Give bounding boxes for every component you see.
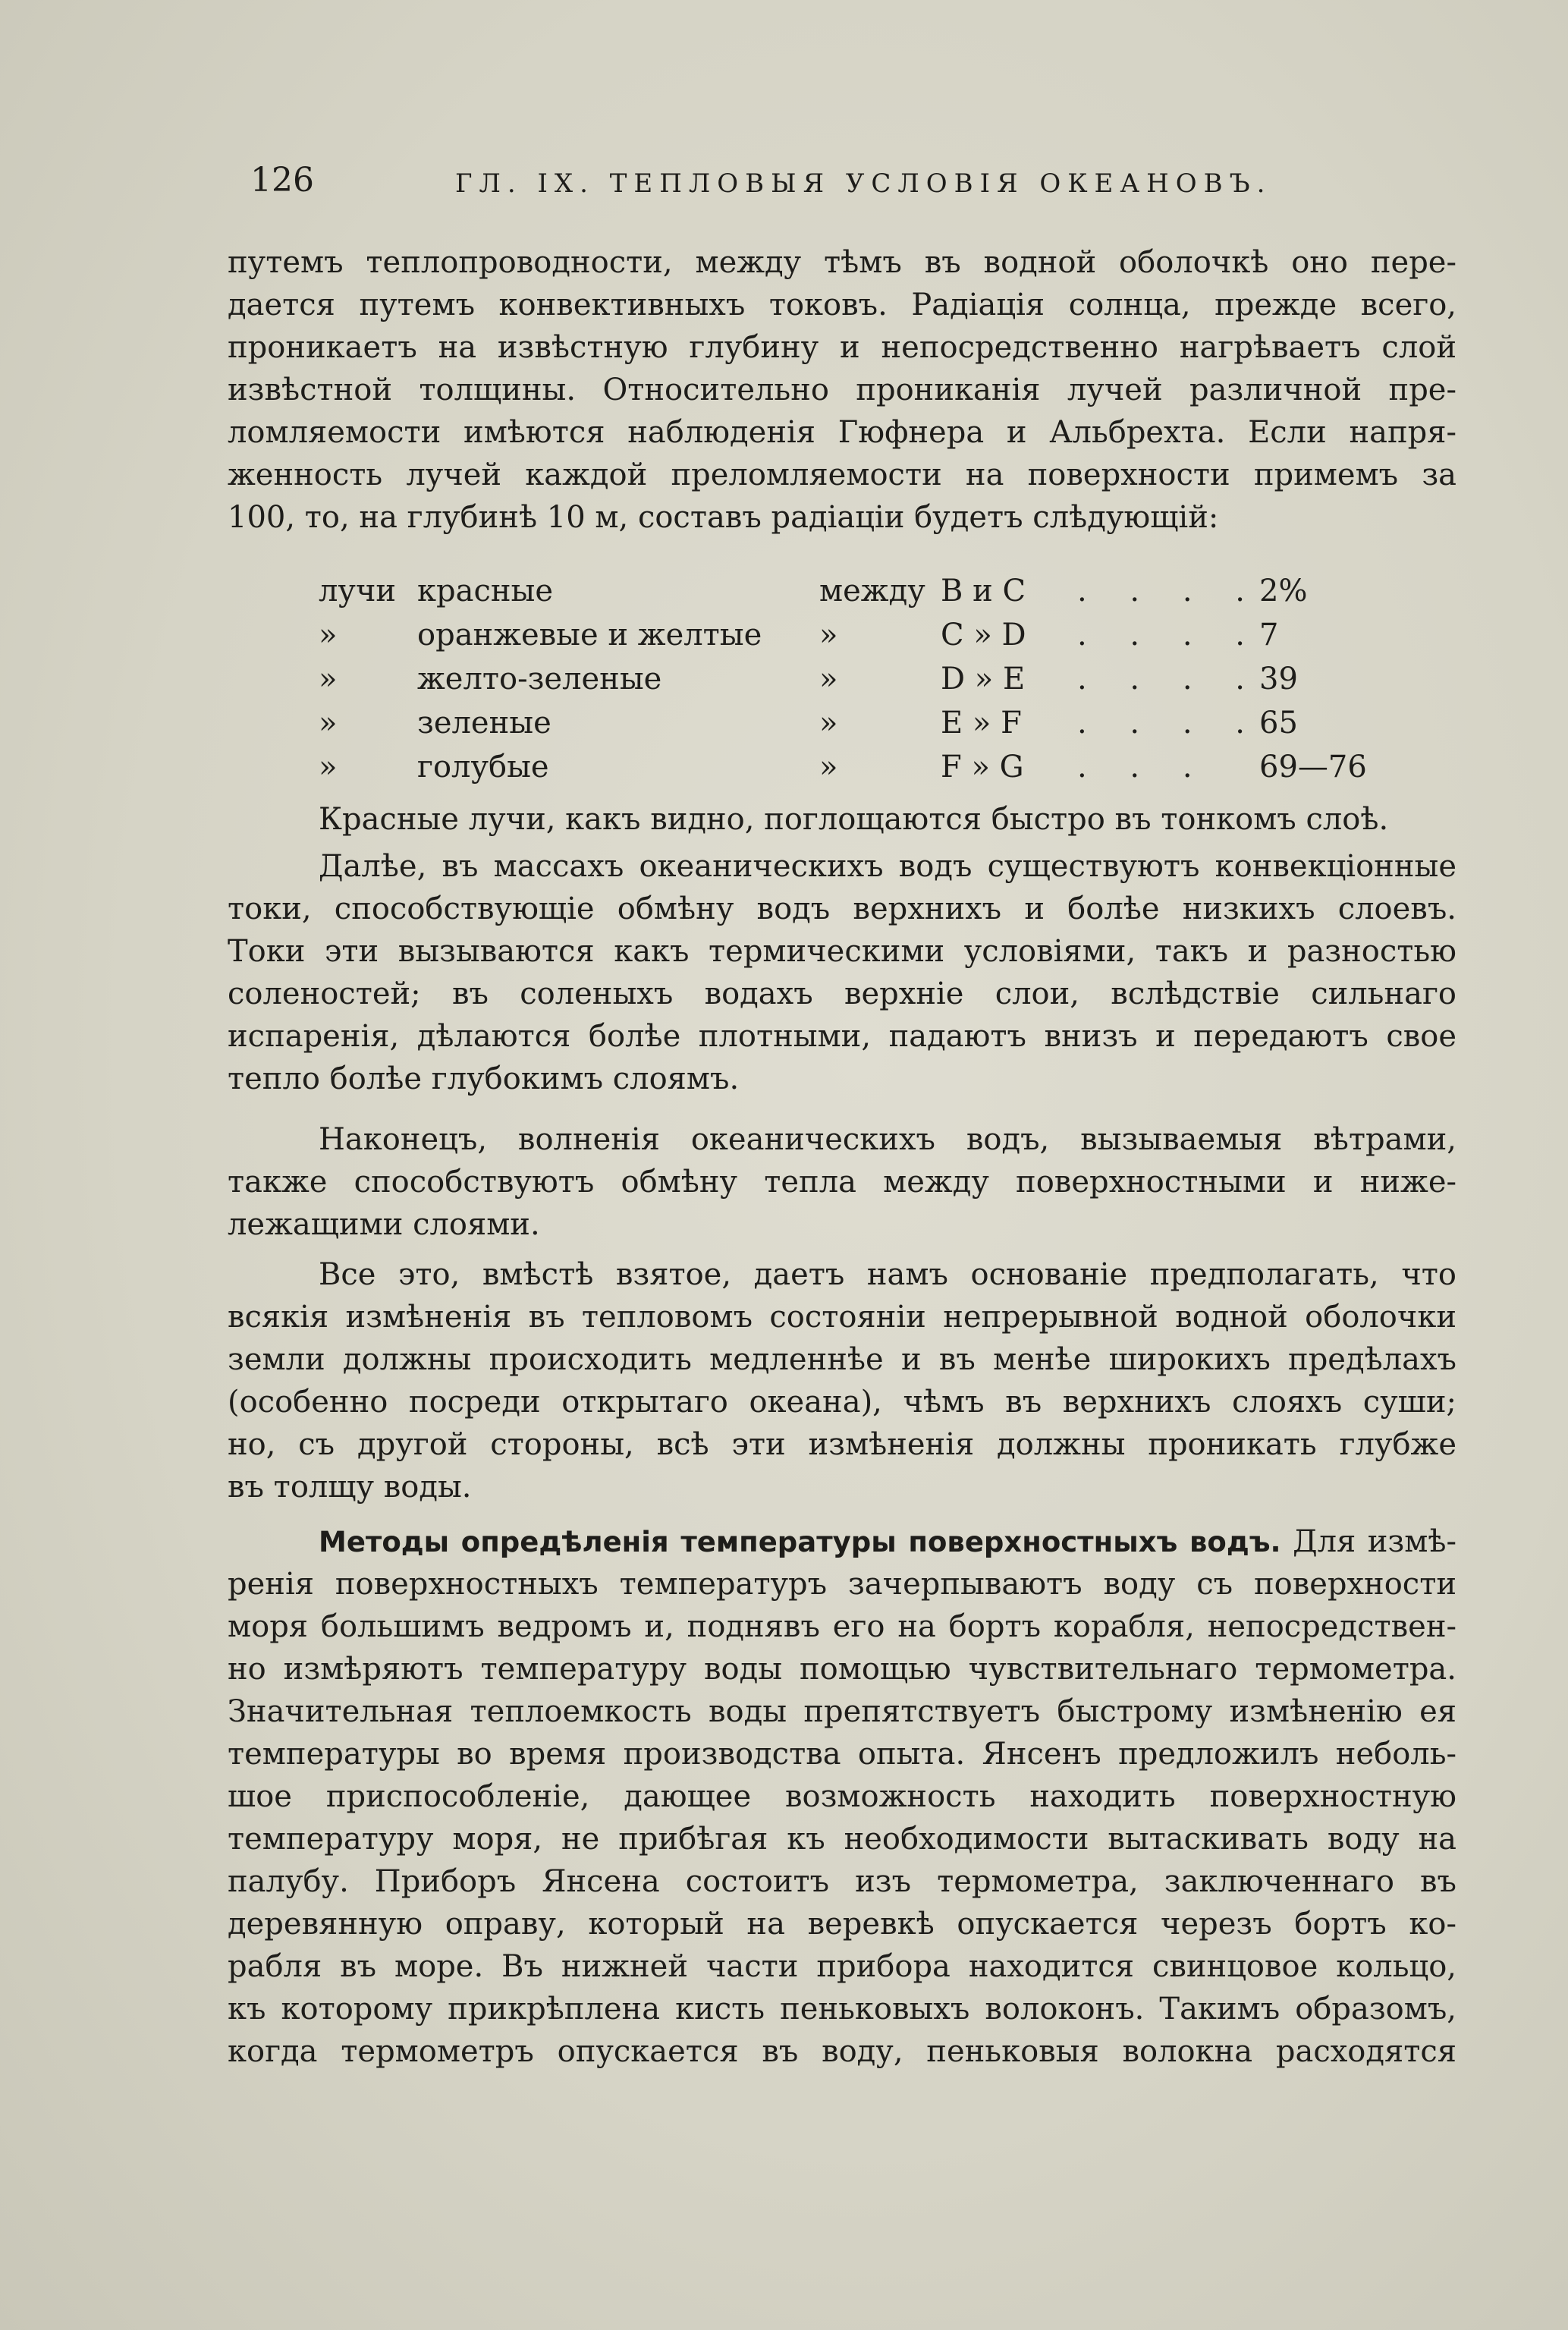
text-line: Все это, вмѣстѣ взятое, даетъ намъ основаніе предполагать, что <box>319 1257 1456 1292</box>
text-line: проникаетъ на извѣстную глубину и непосредственно нагрѣваетъ слой <box>228 330 1456 365</box>
text-line: ломляемости имѣются наблюденія Гюфнера и Альбрехта. Если напря- <box>228 415 1456 450</box>
ray-color: оранжевые и желтые <box>417 618 762 652</box>
paragraph-3 <box>228 845 1456 1100</box>
page-number: 126 <box>250 161 314 200</box>
paragraph-4 <box>228 1118 1456 1246</box>
text-line: (особенно посреди открытаго океана), чѣмъ въ верхнихъ слояхъ суши; <box>228 1385 1456 1420</box>
spectrum-row <box>319 701 1396 745</box>
text-line: въ толщу воды. <box>228 1470 472 1505</box>
text-line: когда термометръ опускается въ воду, пеньковыя волокна расходятся <box>228 2034 1456 2069</box>
paragraph-6 <box>228 1520 1456 2073</box>
spectrum-row <box>319 613 1396 657</box>
section-heading: Методы опредѣленія температуры поверхностныхъ водъ. <box>319 1526 1281 1558</box>
text-line: соленостей; въ соленыхъ водахъ верхніе слои, вслѣдствіе сильнаго <box>228 976 1456 1011</box>
text-line: всякія измѣненія въ тепловомъ состояніи непрерывной водной оболочки <box>228 1300 1456 1335</box>
text-line: Далѣе, въ массахъ океаническихъ водъ существуютъ конвекціонные <box>319 849 1456 884</box>
line-range: F » G <box>941 750 1024 785</box>
text-line: деревянную оправу, который на веревкѣ опускается черезъ бортъ ко- <box>228 1907 1456 1942</box>
spectrum-table <box>319 569 1396 789</box>
text-line: но измѣряютъ температуру воды помощью чувствительнаго термометра. <box>228 1652 1456 1687</box>
paragraph-5 <box>228 1253 1456 1508</box>
between-label: » <box>819 706 838 741</box>
text-line: моря большимъ ведромъ и, поднявъ его на бортъ корабля, непосредствен- <box>228 1609 1456 1644</box>
ray-color: красные <box>417 574 554 608</box>
text-line: но, съ другой стороны, всѣ эти измѣненія должны проникать глубже <box>228 1427 1456 1462</box>
text-line: шое приспособленіе, дающее возможность находить поверхностную <box>228 1779 1456 1814</box>
text-line: ренія поверхностныхъ температуръ зачерпываютъ воду съ поверхности <box>228 1567 1456 1602</box>
text-line: рабля въ море. Въ нижней части прибора находится свинцовое кольцо, <box>228 1949 1456 1984</box>
text-line: испаренія, дѣлаются болѣе плотными, падаютъ внизъ и передаютъ свое <box>228 1019 1456 1054</box>
running-head: ГЛ. IX. ТЕПЛОВЫЯ УСЛОВІЯ ОКЕАНОВЪ. <box>455 168 1272 199</box>
text-line <box>228 1520 1456 1563</box>
text-line: 100, то, на глубинѣ 10 м, составъ радіаціи будетъ слѣдующій: <box>228 500 1219 535</box>
text-line: путемъ теплопроводности, между тѣмъ въ водной оболочкѣ оно пере- <box>228 245 1456 280</box>
text-line: женность лучей каждой преломляемости на поверхности примемъ за <box>228 458 1456 492</box>
paragraph-2 <box>228 798 1456 841</box>
percent-value: 39 <box>1259 662 1298 696</box>
leader-dots: . . . . <box>1077 618 1262 652</box>
leader-dots: . . . . <box>1077 662 1262 696</box>
text-line: палубу. Приборъ Янсена состоитъ изъ термометра, заключеннаго въ <box>228 1864 1456 1899</box>
row-prefix: лучи <box>319 574 397 608</box>
between-label: » <box>819 750 838 785</box>
page-header <box>228 161 1320 206</box>
between-label: » <box>819 662 838 696</box>
line-range: D » E <box>941 662 1026 696</box>
percent-value: 2% <box>1259 574 1308 608</box>
text-line: температуру моря, не прибѣгая къ необходимости вытаскивать воду на <box>228 1822 1456 1857</box>
between-label: между <box>819 574 925 608</box>
leader-dots: . . . . <box>1077 706 1262 741</box>
text-line: Красные лучи, какъ видно, поглощаются быстро въ тонкомъ слоѣ. <box>319 802 1389 837</box>
text-line: тепло болѣе глубокимъ слоямъ. <box>228 1061 740 1096</box>
text-line: также способствуютъ обмѣну тепла между поверхностными и ниже- <box>228 1165 1456 1200</box>
row-prefix: » <box>319 618 338 652</box>
percent-value: 7 <box>1259 618 1279 652</box>
text-line: лежащими слоями. <box>228 1207 540 1242</box>
text-line: температуры во время производства опыта. Янсенъ предложилъ неболь- <box>228 1737 1456 1772</box>
heading-continuation: Для измѣ- <box>1293 1524 1456 1559</box>
text-line: Токи эти вызываются какъ термическими условіями, такъ и разностью <box>228 934 1456 969</box>
between-label: » <box>819 618 838 652</box>
ray-color: голубые <box>417 750 549 785</box>
text-line: токи, способствующіе обмѣну водъ верхнихъ и болѣе низкихъ слоевъ. <box>228 891 1456 926</box>
text-line: дается путемъ конвективныхъ токовъ. Радіація солнца, прежде всего, <box>228 288 1456 322</box>
row-prefix: » <box>319 750 338 785</box>
percent-value: 69—76 <box>1259 750 1367 785</box>
spectrum-row <box>319 657 1396 701</box>
text-line: Значительная теплоемкость воды препятствуетъ быстрому измѣненію ея <box>228 1694 1456 1729</box>
line-range: E » F <box>941 706 1022 741</box>
text-line: земли должны происходить медленнѣе и въ менѣе широкихъ предѣлахъ <box>228 1342 1456 1377</box>
row-prefix: » <box>319 662 338 696</box>
text-line: Наконецъ, волненія океаническихъ водъ, вызываемыя вѣтрами, <box>319 1122 1456 1157</box>
percent-value: 65 <box>1259 706 1298 741</box>
text-line: къ которому прикрѣплена кисть пеньковыхъ волоконъ. Такимъ образомъ, <box>228 1992 1456 2027</box>
text-line: извѣстной толщины. Относительно прониканія лучей различной пре- <box>228 373 1456 407</box>
spectrum-row <box>319 745 1396 789</box>
leader-dots: . . . <box>1077 750 1209 785</box>
spectrum-row <box>319 569 1396 613</box>
leader-dots: . . . . <box>1077 574 1262 608</box>
row-prefix: » <box>319 706 338 741</box>
ray-color: зеленые <box>417 706 551 741</box>
ray-color: желто-зеленые <box>417 662 662 696</box>
line-range: B и C <box>941 574 1026 608</box>
paragraph-1 <box>228 241 1456 539</box>
line-range: C » D <box>941 618 1026 652</box>
